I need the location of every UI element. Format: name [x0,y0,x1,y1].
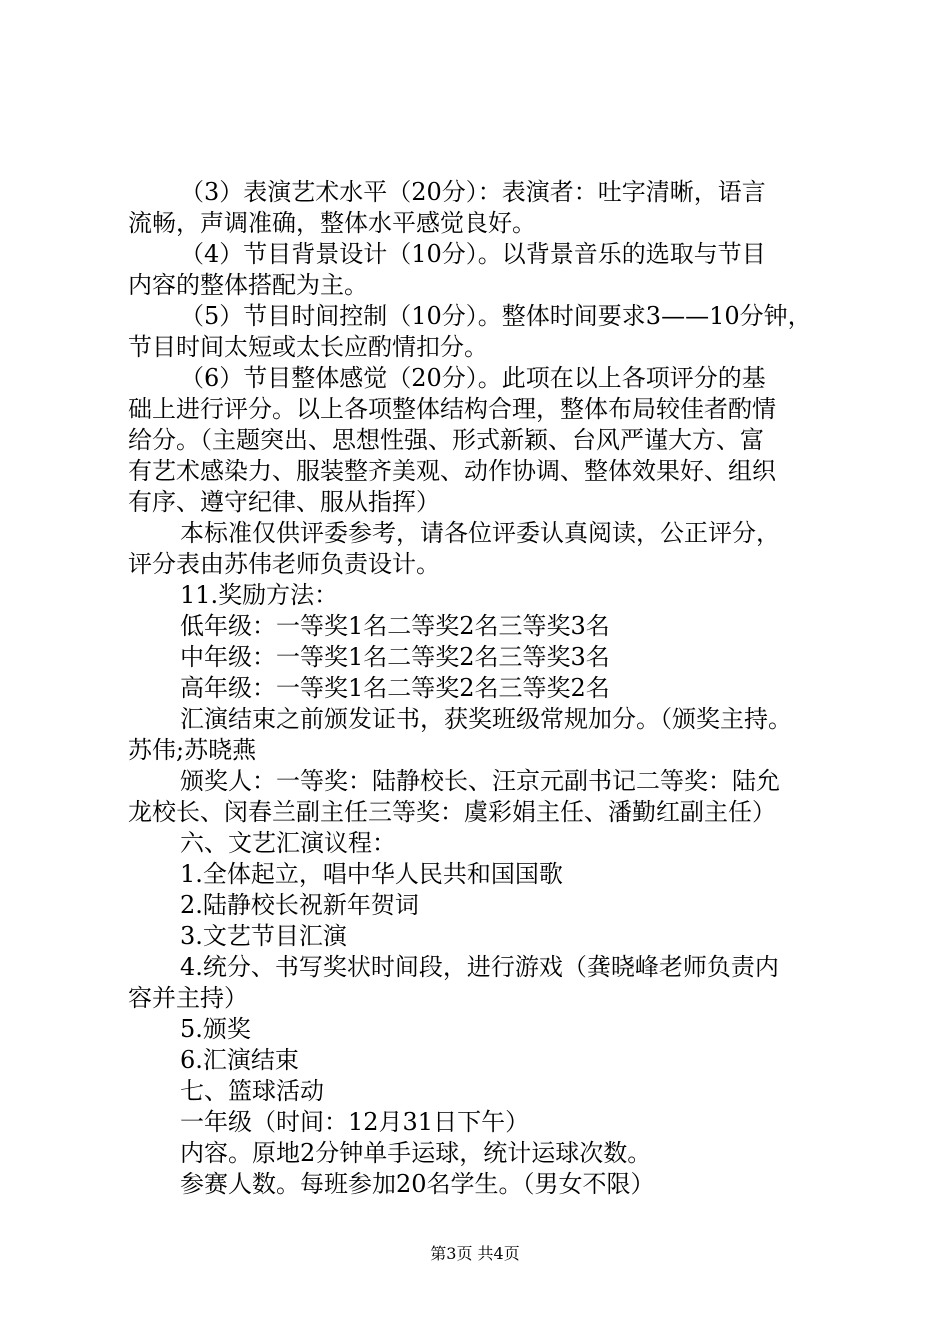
text-line: 高年级：一等奖1名二等奖2名三等奖2名 [180,674,610,702]
text-line: 给分。（主题突出、思想性强、形式新颖、台风严谨大方、富 [128,426,764,454]
text-line: 中年级：一等奖1名二等奖2名三等奖3名 [180,643,610,671]
text-line: 容并主持） [128,984,248,1012]
text-line: 节目时间太短或太长应酌情扣分。 [128,333,488,361]
text-line: 龙校长、闵春兰副主任三等奖：虞彩娟主任、潘勤红副主任） [128,798,776,826]
text-line: 2.陆静校长祝新年贺词 [180,891,419,919]
text-line: 1.全体起立，唱中华人民共和国国歌 [180,860,563,888]
text-line: 评分表由苏伟老师负责设计。 [128,550,440,578]
text-line: 6.汇演结束 [180,1046,299,1074]
text-line: 一年级（时间：12月31日下午） [180,1108,530,1136]
text-line: （3）表演艺术水平（20分）：表演者：吐字清晰，语言 [180,178,766,206]
document-body [128,177,840,1200]
text-line: 内容。原地2分钟单手运球，统计运球次数。 [180,1139,652,1167]
text-line: （6）节目整体感觉（20分）。此项在以上各项评分的基 [180,364,766,392]
text-line: 础上进行评分。以上各项整体结构合理，整体布局较佳者酌情 [128,395,776,423]
text-line: 4.统分、书写奖状时间段，进行游戏（龚晓峰老师负责内 [180,953,779,981]
text-line: 内容的整体搭配为主。 [128,271,368,299]
text-line: （4）节目背景设计（10分）。以背景音乐的选取与节目 [180,240,766,268]
text-line: 颁奖人：一等奖：陆静校长、汪京元副书记二等奖：陆允 [180,767,780,795]
text-line: 有艺术感染力、服装整齐美观、动作协调、整体效果好、组织 [128,457,776,485]
text-line: 低年级：一等奖1名二等奖2名三等奖3名 [180,612,610,640]
text-line: 3.文艺节目汇演 [180,922,347,950]
text-line: 11.奖励方法： [180,581,339,609]
text-line: 有序、遵守纪律、服从指挥） [128,488,440,516]
text-line: （5）节目时间控制（10分）。整体时间要求3——10分钟， [180,302,812,330]
page-footer: 第3页 共4页 [430,1244,520,1263]
text-line: 六、文艺汇演议程： [180,829,396,857]
text-line: 参赛人数。每班参加20名学生。（男女不限） [180,1170,655,1198]
text-line: 本标准仅供评委参考，请各位评委认真阅读，公正评分， [180,519,780,547]
text-line: 七、篮球活动 [180,1077,324,1105]
text-line: 苏伟;苏晓燕 [128,736,257,764]
text-line: 流畅，声调准确，整体水平感觉良好。 [128,209,536,237]
text-line: 5.颁奖 [180,1015,251,1043]
text-line: 汇演结束之前颁发证书，获奖班级常规加分。（颁奖主持。 [180,705,792,733]
